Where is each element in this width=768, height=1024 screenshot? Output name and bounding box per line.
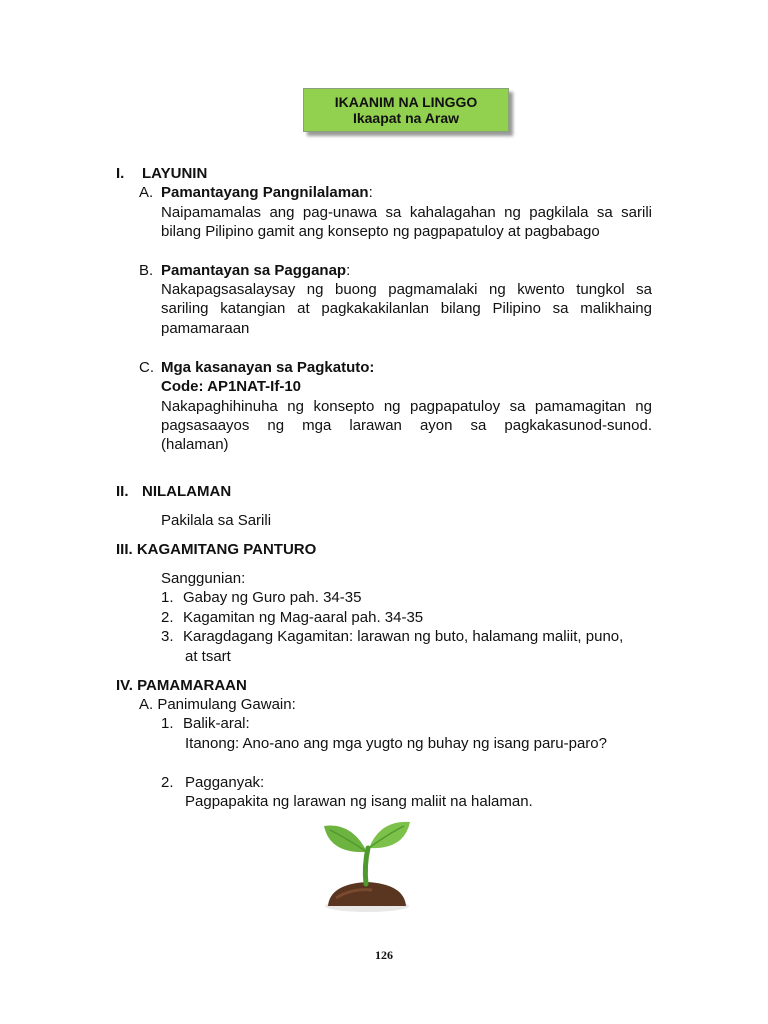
section-kagamitan-heading: III. KAGAMITANG PANTURO xyxy=(116,541,317,558)
week-title: IKAANIM NA LINGGO xyxy=(334,94,478,110)
reference-item: 3. Karagdagang Kagamitan: larawan ng buto, halamang maliit, puno, xyxy=(161,628,624,645)
section-nilalaman-heading: II. NILALAMAN xyxy=(116,483,232,500)
competency-code: Code: AP1NAT-If-10 xyxy=(161,378,302,395)
layunin-c-line-1: Nakapaghihinuha ng konsepto ng pagpapatuloy sa pamamagitan ng xyxy=(161,398,652,415)
section-layunin-heading: I. LAYUNIN xyxy=(116,165,208,182)
layunin-c-line-2: pagsasaayos ng mga larawan ayon sa pagkakasunod-sunod. xyxy=(161,417,652,434)
pagganyak-label: 2. Pagganyak: xyxy=(161,774,265,791)
layunin-a-line-2: bilang Pilipino gamit ang konsepto ng pagpapatuloy at pagbabago xyxy=(161,223,600,240)
balik-aral-text: Itanong: Ano-ano ang mga yugto ng buhay ng isang paru-paro? xyxy=(185,735,607,752)
panimulang-gawain-label: A. Panimulang Gawain: xyxy=(139,696,296,713)
sanggunian-label: Sanggunian: xyxy=(161,570,246,587)
day-title: Ikaapat na Araw xyxy=(352,110,460,126)
layunin-b-line-3: pamamaraan xyxy=(161,320,250,337)
layunin-a-heading: A. Pamantayang Pangnilalaman: xyxy=(139,184,373,201)
reference-item: 2. Kagamitan ng Mag-aaral pah. 34-35 xyxy=(161,609,424,626)
balik-aral-label: 1. Balik-aral: xyxy=(161,715,250,732)
reference-item: 1. Gabay ng Guro pah. 34-35 xyxy=(161,589,362,606)
nilalaman-text: Pakilala sa Sarili xyxy=(161,512,272,529)
layunin-c-line-3: (halaman) xyxy=(161,436,229,453)
plant-sprout-icon xyxy=(322,818,412,914)
layunin-b-line-1: Nakapagsasalaysay ng buong pagmamalaki ng kwento tungkol sa xyxy=(161,281,652,298)
pagganyak-text: Pagpapakita ng larawan ng isang maliit na halaman. xyxy=(185,793,533,810)
reference-item-continuation: at tsart xyxy=(185,648,231,665)
section-pamamaraan-heading: IV. PAMAMARAAN xyxy=(116,677,247,694)
layunin-b-heading: B. Pamantayan sa Pagganap: xyxy=(139,262,351,279)
page-number: 126 xyxy=(375,948,393,962)
layunin-b-line-2: sariling katangian at pagkakakilanlan bilang Pilipino sa malikhaing xyxy=(161,300,652,317)
lesson-header-box xyxy=(303,88,509,132)
layunin-c-heading: C. Mga kasanayan sa Pagkatuto: xyxy=(139,359,375,376)
layunin-a-line-1: Naipamamalas ang pag-unawa sa kahalagahan ng pagkilala sa sarili xyxy=(161,204,652,221)
